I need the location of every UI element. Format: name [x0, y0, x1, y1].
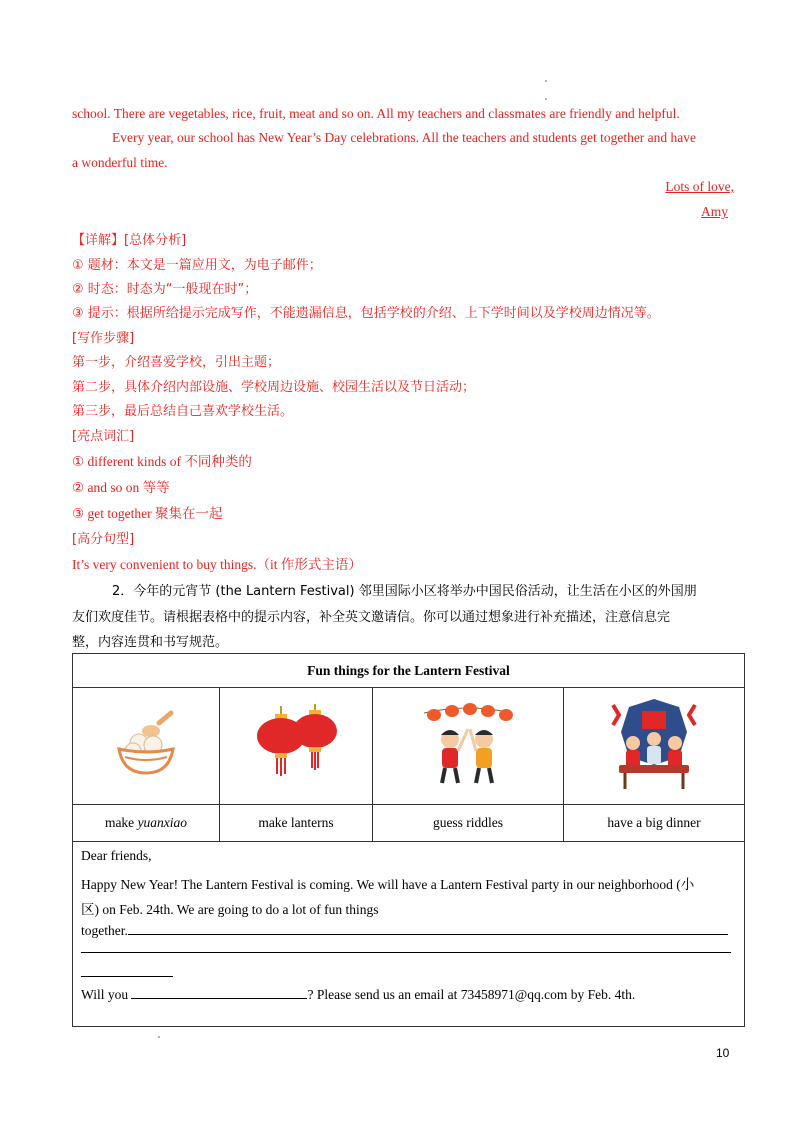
step-item: 第三步，最后总结自己喜欢学校生活。	[72, 404, 294, 419]
analysis-heading: 【详解】[总体分析]	[72, 233, 187, 248]
invitation-letter	[73, 842, 745, 1027]
letter-closing-line	[81, 987, 635, 1003]
red-lanterns-icon	[251, 704, 341, 784]
step-item: 第二步，具体介绍内部设施、学校周边设施、校园生活以及节日活动；	[72, 380, 476, 395]
answer-blank[interactable]	[128, 934, 728, 935]
letter-line-2: 区) on Feb. 24th. We are going to do a lot of fun things	[81, 902, 379, 917]
scan-dot	[158, 1036, 160, 1038]
step-item: 第一步，介绍喜爱学校，引出主题；	[72, 355, 281, 370]
question-2-line-1: 2．今年的元宵节 (the Lantern Festival) 邻里国际小区将举办中国民俗活动，让生活在小区的外国朋	[112, 584, 697, 599]
page-number: 10	[716, 1046, 730, 1060]
image-cell	[373, 688, 564, 805]
question-2-line-3: 整，内容连贯和书写规范。	[72, 635, 229, 650]
vocab-heading: [亮点词汇]	[72, 429, 135, 444]
analysis-point: ③ 提示：根据所给提示完成写作，不能遗漏信息，包括学校的介绍、上下学时间以及学校周边情况等。	[72, 306, 660, 321]
signature-name: Amy	[701, 204, 728, 219]
email-request: ? Please send us an email at 73458971@qq.com by Feb. 4th.	[307, 987, 636, 1002]
key-sentence: It’s very convenient to buy things.（it 作形式主语）	[72, 557, 362, 572]
vocab-item: ② and so on 等等	[72, 480, 170, 495]
image-cell	[220, 688, 373, 805]
answer-paragraph-2a: Every year, our school has New Year’s Day celebrations. All the teachers and students get together and have	[112, 130, 697, 145]
activity-label: make lanterns	[220, 805, 373, 842]
answer-paragraph-2b: a wonderful time.	[72, 155, 168, 170]
analysis-point: ② 时态：时态为“一般现在时”；	[72, 282, 258, 297]
vocab-item: ③ get together 聚集在一起	[72, 506, 223, 521]
image-cell	[73, 688, 220, 805]
table-header: Fun things for the Lantern Festival	[73, 654, 745, 688]
activity-label: have a big dinner	[564, 805, 745, 842]
steps-heading: [写作步骤]	[72, 331, 135, 346]
answer-blank[interactable]	[81, 976, 173, 977]
answer-blank[interactable]	[131, 998, 307, 999]
scan-dot	[545, 80, 547, 82]
letter-greeting: Dear friends,	[81, 848, 152, 863]
answer-blank[interactable]	[81, 952, 731, 953]
letter-line-3	[81, 923, 728, 939]
question-2-line-2: 友们欢度佳节。请根据表格中的提示内容，补全英文邀请信。你可以通过想象进行补充描述，注意信息完	[72, 610, 671, 625]
vocab-item: ① different kinds of 不同种类的	[72, 454, 252, 469]
answer-paragraph-1: school. There are vegetables, rice, fruit, meat and so on. All my teachers and classmates are friendly and helpful.	[72, 106, 680, 121]
image-cell	[564, 688, 745, 805]
scan-dot	[545, 98, 547, 100]
children-riddles-icon	[418, 699, 518, 789]
yuanxiao-bowl-icon	[111, 709, 181, 779]
closing-line: Lots of love,	[665, 179, 734, 194]
analysis-point: ① 题材：本文是一篇应用文，为电子邮件；	[72, 258, 322, 273]
lantern-festival-table	[72, 653, 745, 1027]
letter-together: together.	[81, 923, 128, 938]
will-you-text: Will you	[81, 987, 129, 1002]
activity-label: make yuanxiao	[73, 805, 220, 842]
sentence-heading: [高分句型]	[72, 532, 135, 547]
activity-label: guess riddles	[373, 805, 564, 842]
family-dinner-icon	[609, 697, 699, 792]
letter-line-1: Happy New Year! The Lantern Festival is coming. We will have a Lantern Festival party in our neighborhood (小	[81, 877, 695, 892]
